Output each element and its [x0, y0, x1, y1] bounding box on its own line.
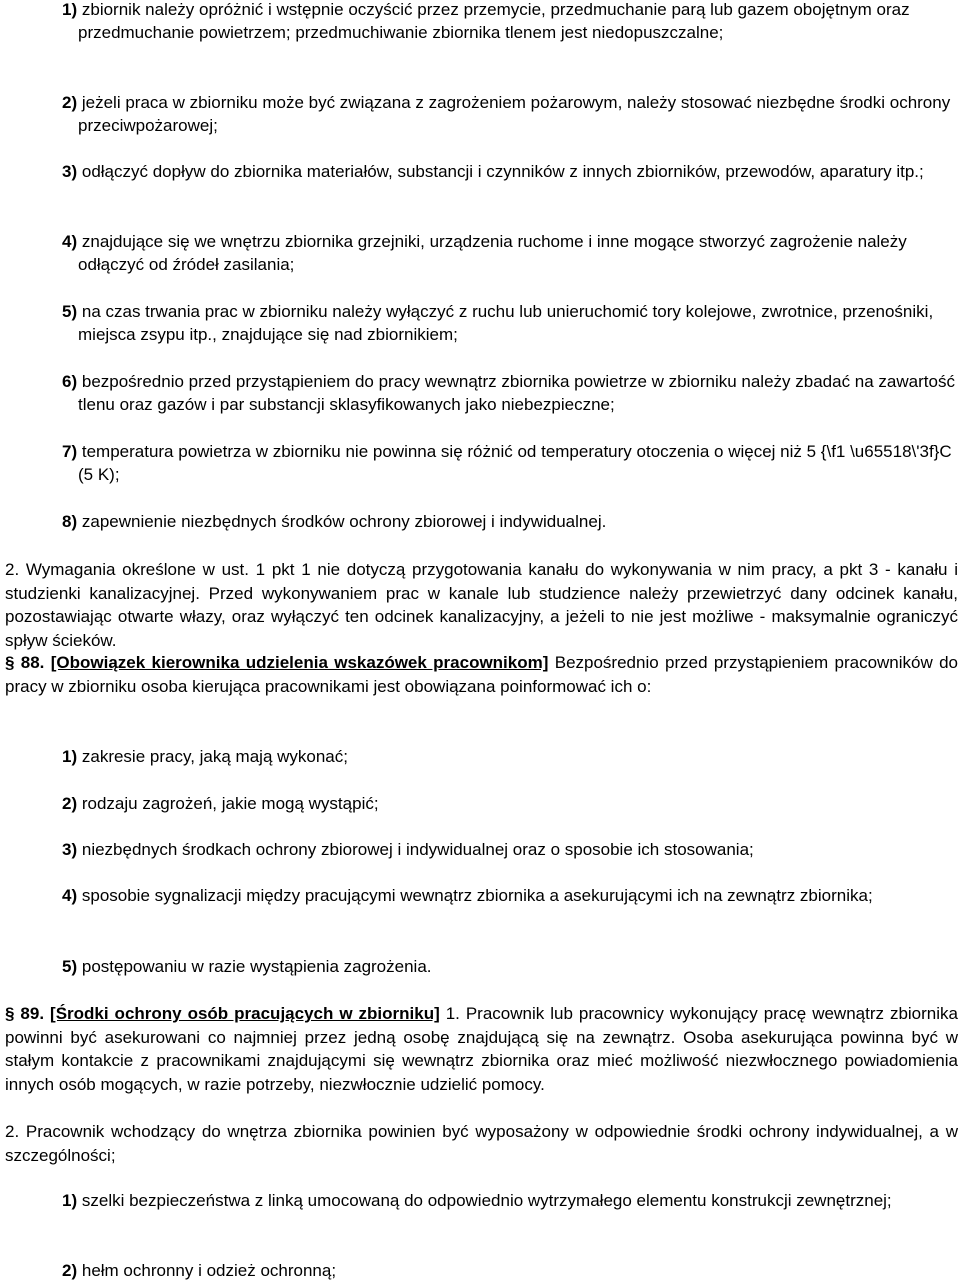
list-item — [62, 91, 958, 137]
item-text: rodzaju zagrożeń, jakie mogą wystąpić; — [81, 794, 379, 813]
item-text: zakresie pracy, jaką mają wykonać; — [81, 747, 348, 766]
item-text: temperatura powietrza w zbiorniku nie powinna się różnić od temperatury otoczenia o więcej niż 5 {\f1 \u65518\'3f}C (5 K); — [78, 442, 952, 484]
item-number: 1) — [62, 747, 78, 766]
item-number: 1) — [62, 0, 78, 19]
item-text: zapewnienie niezbędnych środków ochrony zbiorowej i indywidualnej. — [81, 512, 607, 531]
item-text: zbiornik należy opróżnić i wstępnie oczyścić przez przemycie, przedmuchanie parą lub gazem obojętnym oraz przedmuchanie powietrzem; przedmuchiwanie zbiornika tlenem jest niedopuszczalne; — [78, 0, 910, 42]
list-item — [62, 838, 958, 861]
item-number: 4) — [62, 886, 78, 905]
section-title: [Obowiązek kierownika udzielenia wskazówek pracownikom] — [50, 653, 549, 672]
section-89 — [5, 1002, 958, 1096]
item-text: bezpośrednio przed przystąpieniem do pracy wewnątrz zbiornika powietrze w zbiorniku należy zbadać na zawartość tlenu oraz gazów i par substancji sklasyfikowanych jako niebezpieczne; — [78, 372, 955, 414]
paragraph: 2. Wymagania określone w ust. 1 pkt 1 nie dotyczą przygotowania kanału do wykonywania w nim pracy, a pkt 3 - kanału i studzienki kanalizacyjnej. Przed wykonywaniem prac w kanale lub studzience należy przewietrzyć dany odcinek kanału, pozostawiając otwarte włazy, oraz wyłączyć ten odcinek kanalizacyjny, a jeżeli to nie jest możliwe - maksymalnie ograniczyć spływ ścieków. — [5, 560, 958, 650]
list-item — [62, 300, 958, 346]
item-number: 2) — [62, 1261, 78, 1280]
list-item — [62, 792, 958, 815]
item-text: niezbędnych środkach ochrony zbiorowej i indywidualnej oraz o sposobie ich stosowania; — [81, 840, 754, 859]
list-item — [62, 745, 958, 768]
item-text: na czas trwania prac w zbiorniku należy wyłączyć z ruchu lub unieruchomić tory kolejowe, zwrotnice, przenośniki, miejsca zsypu itp., znajdujące się nad zbiornikiem; — [78, 302, 934, 344]
list-item — [62, 440, 958, 486]
item-number: 7) — [62, 442, 78, 461]
list-item — [62, 884, 958, 907]
list-item — [62, 1259, 958, 1282]
item-text: znajdujące się we wnętrzu zbiornika grzejniki, urządzenia ruchome i inne mogące stworzyć zagrożenie należy odłączyć od źródeł zasilania; — [78, 232, 907, 274]
item-number: 2) — [62, 93, 78, 112]
item-number: 1) — [62, 1191, 78, 1210]
section-text: 1. Pracownik lub pracownicy wykonujący pracę wewnątrz zbiornika powinni być asekurowani co najmniej przez jedną osobę znajdującą się na zewnątrz. Osoba asekurująca powinna być w stałym kontakcie z pracownikami znajdującymi się wewnątrz zbiornika oraz mieć możliwość niezwłocznego powiadomienia innych osób mogących, w razie potrzeby, niezwłocznie udzielić pomocy. — [5, 1004, 958, 1094]
list-item — [62, 0, 958, 44]
item-text: odłączyć dopływ do zbiornika materiałów, substancji i czynników z innych zbiorników, przewodów, aparatury itp.; — [81, 162, 924, 181]
item-text: sposobie sygnalizacji między pracującymi wewnątrz zbiornika a asekurującymi ich na zewnątrz zbiornika; — [81, 886, 873, 905]
section-88 — [5, 651, 958, 698]
item-number: 4) — [62, 232, 78, 251]
list-item — [62, 955, 958, 978]
list-item — [62, 160, 958, 183]
item-number: 5) — [62, 957, 78, 976]
item-text: szelki bezpieczeństwa z linką umocowaną do odpowiednio wytrzymałego elementu konstrukcji zewnętrznej; — [81, 1191, 892, 1210]
item-number: 8) — [62, 512, 78, 531]
item-number: 5) — [62, 302, 78, 321]
list-item — [62, 230, 958, 276]
list-item — [62, 370, 958, 416]
item-number: 6) — [62, 372, 78, 391]
section-number: § 89. — [5, 1004, 45, 1023]
section-title: [Środki ochrony osób pracujących w zbiorniku] — [50, 1004, 440, 1023]
item-text: jeżeli praca w zbiorniku może być związana z zagrożeniem pożarowym, należy stosować niezbędne środki ochrony przeciwpożarowej; — [78, 93, 951, 135]
item-text: postępowaniu w razie wystąpienia zagrożenia. — [81, 957, 432, 976]
section-text: Bezpośrednio przed przystąpieniem pracowników do pracy w zbiorniku osoba kierująca pracownikami jest obowiązana poinformować ich o: — [5, 653, 958, 696]
list-item — [62, 510, 958, 533]
item-text: hełm ochronny i odzież ochronną; — [81, 1261, 337, 1280]
list-item — [62, 1189, 958, 1212]
item-number: 3) — [62, 162, 78, 181]
item-number: 3) — [62, 840, 78, 859]
paragraph: 2. Pracownik wchodzący do wnętrza zbiornika powinien być wyposażony w odpowiednie środki ochrony indywidualnej, a w szczególności; — [5, 1122, 958, 1165]
section-number: § 88. — [5, 653, 45, 672]
item-number: 2) — [62, 794, 78, 813]
